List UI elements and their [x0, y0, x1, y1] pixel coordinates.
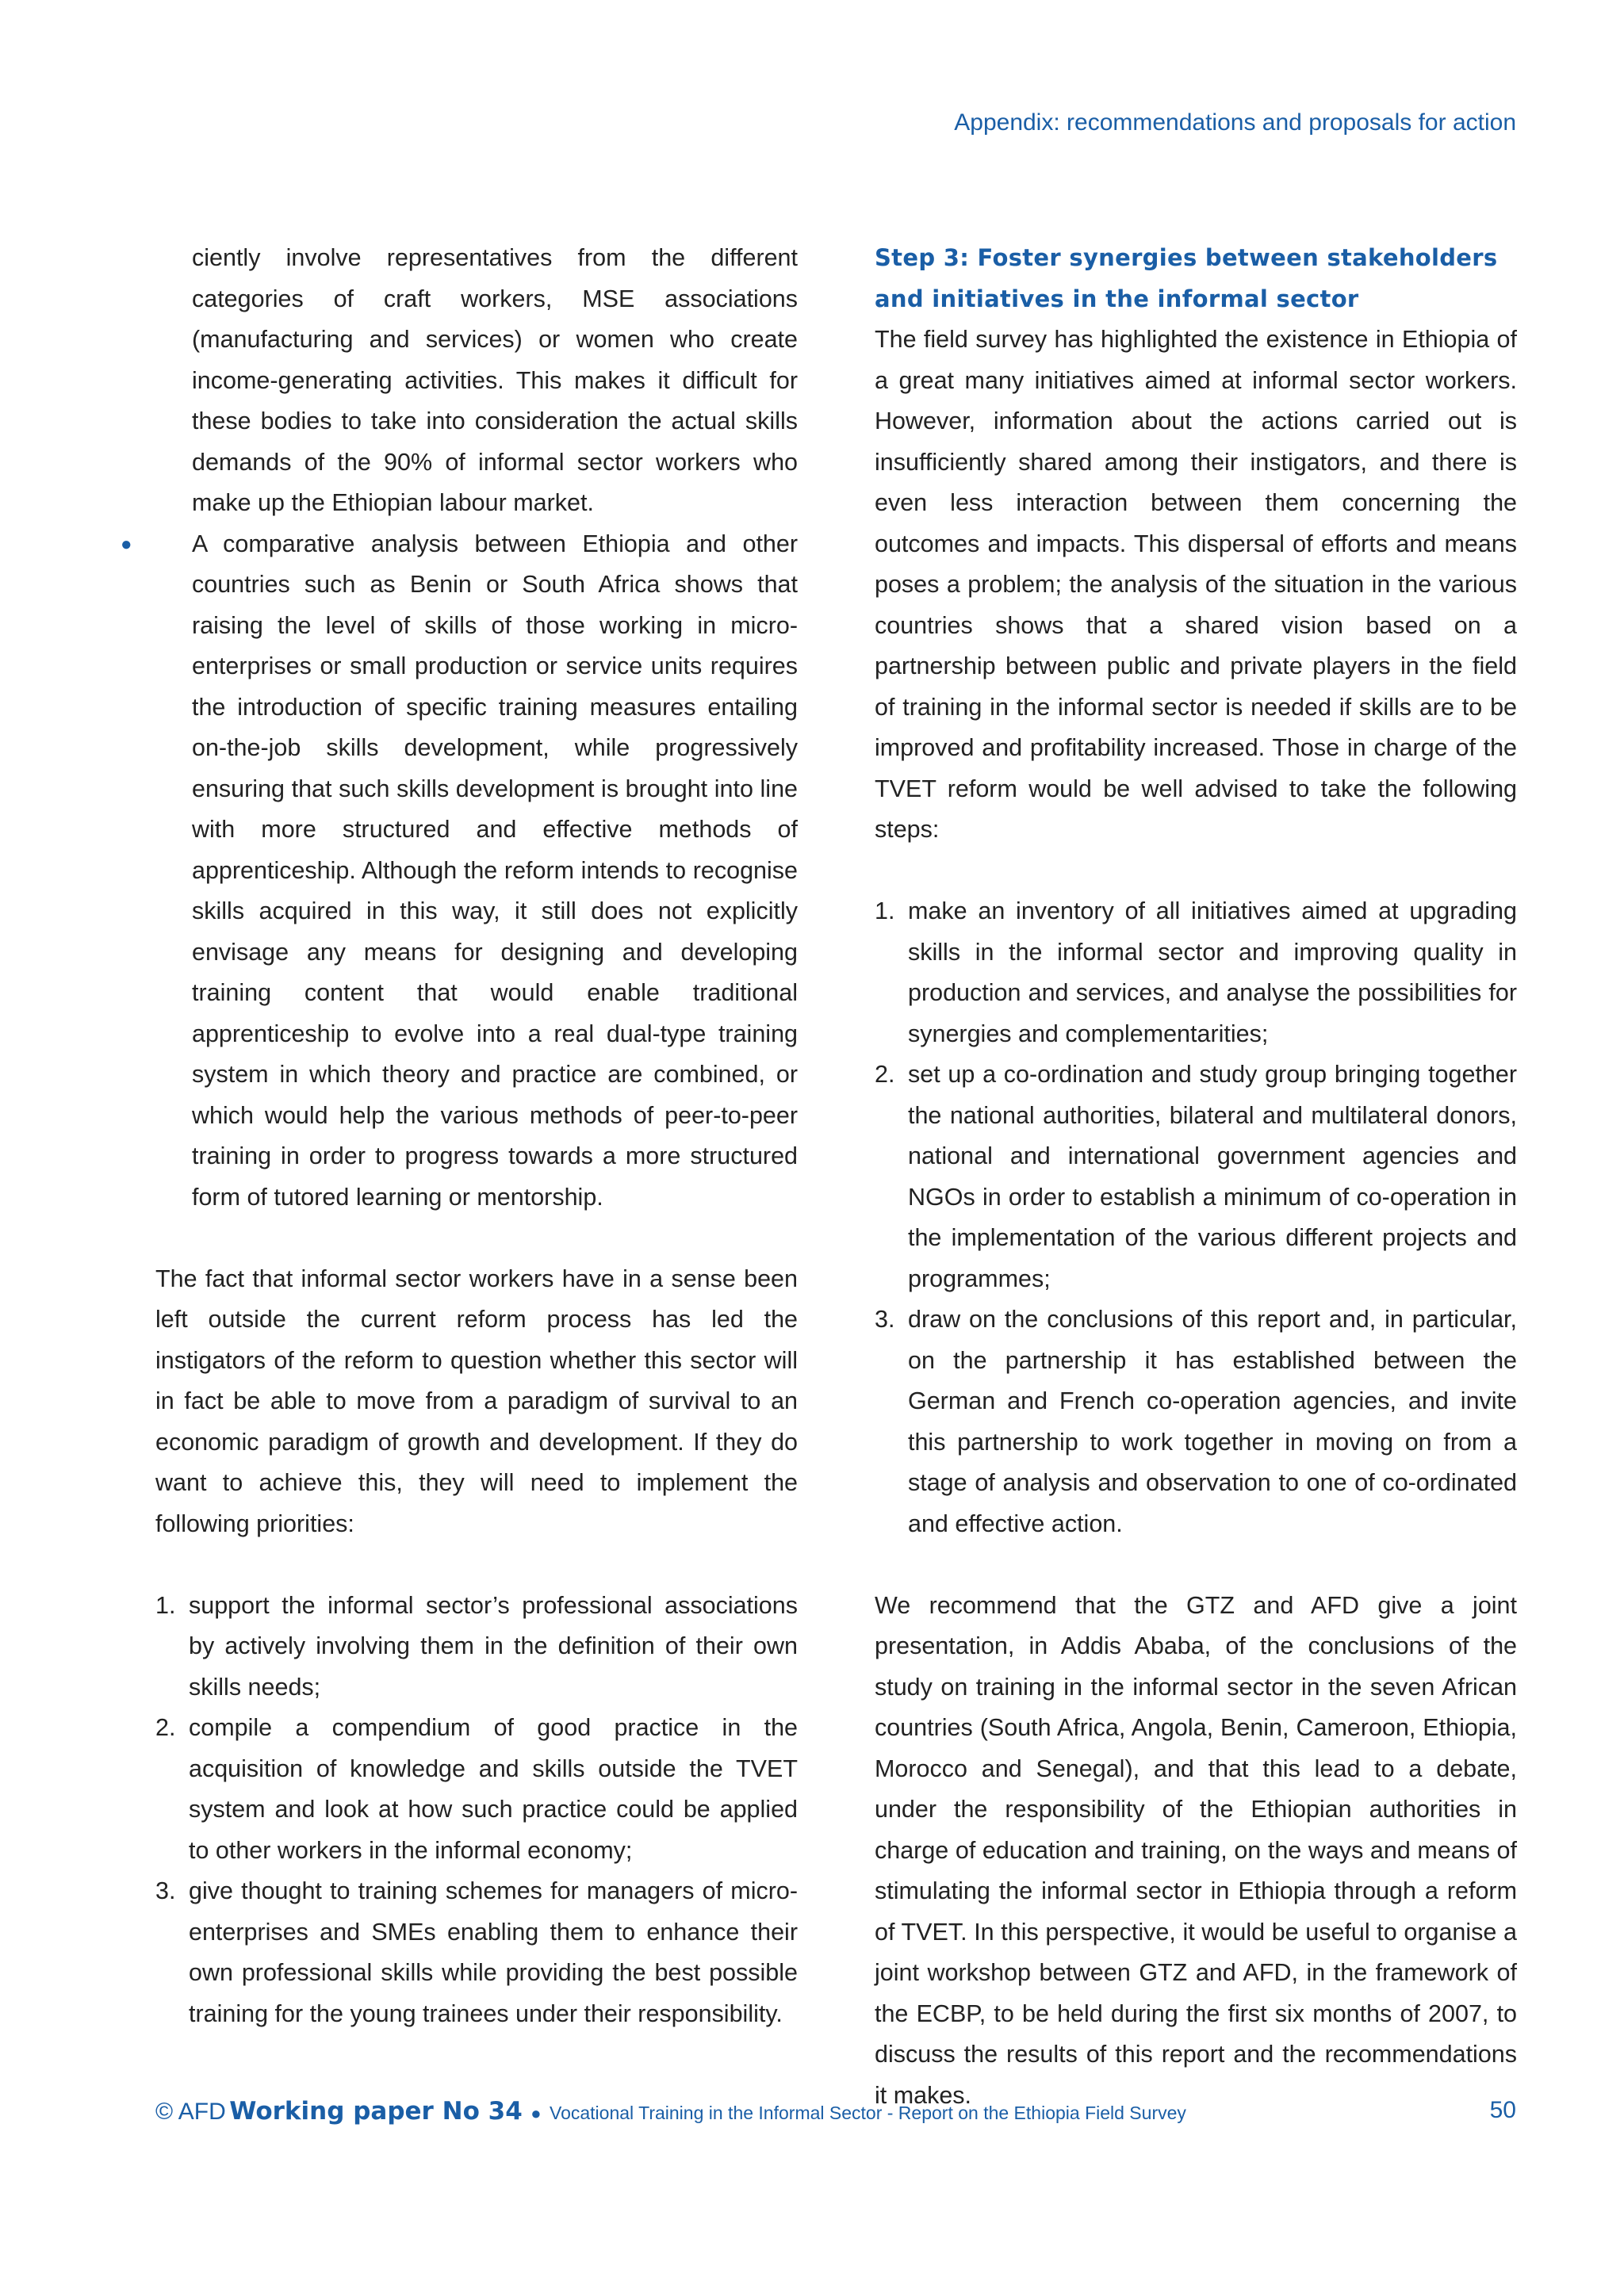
body-paragraph: The fact that informal sector workers have in a sense been left outside the current reform process has led the instigators of the reform to question whether this sector will in fact be able to move from a paradigm of survival to an economic paradigm of growth and development. If they do want to achieve this, they will need to implement the following priorities: — [155, 1265, 798, 1537]
left-column — [155, 238, 798, 2034]
intro-paragraph: The field survey has highlighted the existence in Ethiopia of a great many initiatives aimed at informal sector workers. However, information about the actions carried out is insufficiently shared among their instigators, and there is even less interaction between them concerning the outcomes and impacts. This dispersal of efforts and means poses a problem; the analysis of the situation in the various countries shows that a shared vision based on a partnership between public and private players in the field of training in the informal sector is needed if skills are to be improved and profitability increased. Those in charge of the TVET reform would be well advised to take the following steps: — [875, 326, 1517, 843]
list-number: 3. — [155, 1877, 176, 1904]
list-item — [875, 891, 1517, 1054]
list-item-text: support the informal sector’s professional associations by actively involving them in the definition of their own skills needs; — [189, 1591, 798, 1701]
list-item-text: draw on the conclusions of this report and, in particular, on the partnership it has established between the German and French co-operation agencies, and invite this partnership to work together in moving on from a stage of analysis and observation to one of co-ordinated and effective action. — [908, 1306, 1517, 1537]
right-column — [875, 238, 1517, 2116]
steps-list — [875, 891, 1517, 1544]
list-item — [155, 1708, 798, 1871]
list-number: 1. — [875, 897, 895, 924]
list-number: 3. — [875, 1306, 895, 1333]
page-footer — [155, 2097, 1516, 2126]
list-item-text: make an inventory of all initiatives aimed at upgrading skills in the informal sector and improving quality in production and services, and analyse the possibilities for synergies and complementarities; — [908, 897, 1517, 1047]
spacer — [155, 1218, 798, 1259]
list-number: 2. — [155, 1714, 176, 1741]
spacer — [875, 851, 1517, 892]
bullet-paragraph: ● A comparative analysis between Ethiopia and other countries such as Benin or South Africa shows that raising the level of skills of those working in micro-enterprises or small production or service units requires the introduction of specific training measures entailing on-the-job skills development, while progressively ensuring that such skills development is brought into line with more structured and effective methods of apprenticeship. Although the reform intends to recognise skills acquired in this way, it still does not explicitly envisage any means for designing and developing training content that would enable traditional apprenticeship to evolve into a real dual-type training system in which theory and practice are combined, or which would help the various methods of peer-to-peer training in order to progress towards a more structured form of tutored learning or mentorship. — [155, 524, 798, 1219]
list-item-text: compile a compendium of good practice in the acquisition of knowledge and skills outside the TVET system and look at how such practice could be applied to other workers in the informal economy; — [189, 1714, 798, 1864]
footer-subtitle: Vocational Training in the Informal Sector - Report on the Ethiopia Field Survey — [550, 2103, 1186, 2123]
footer-copyright: © AFD — [155, 2099, 226, 2125]
footer-separator: ● — [530, 2103, 542, 2123]
list-item — [875, 1054, 1517, 1299]
page-number: 50 — [1489, 2097, 1516, 2123]
list-item — [155, 1871, 798, 2034]
list-item — [155, 1586, 798, 1709]
list-number: 2. — [875, 1061, 895, 1088]
priorities-list — [155, 1586, 798, 2035]
list-item-text: set up a co-ordination and study group bringing together the national authorities, bilateral and multilateral donors, national and international government agencies and NGOs in order to establish a minimum of co-operation in the implementation of the various different projects and programmes; — [908, 1061, 1517, 1292]
list-number: 1. — [155, 1591, 176, 1619]
section-heading: Step 3: Foster synergies between stakeholders and initiatives in the informal sector — [875, 244, 1498, 312]
running-header: Appendix: recommendations and proposals for action — [954, 109, 1516, 136]
recommendation-paragraph: We recommend that the GTZ and AFD give a joint presentation, in Addis Ababa, of the conclusions of the study on training in the informal sector in the seven African countries (South Africa, Angola, Benin, Cameroon, Ethiopia, Morocco and Senegal), and that this lead to a debate, under the responsibility of the Ethiopian authorities in charge of education and training, on the ways and means of stimulating the informal sector in Ethiopia through a reform of TVET. In this perspective, it would be useful to organise a joint workshop between GTZ and AFD, in the framework of the ECBP, to be held during the first six months of 2007, to discuss the results of this report and the recommendations it makes. — [875, 1591, 1517, 2109]
list-item — [875, 1299, 1517, 1544]
footer-series: Working paper No 34 — [229, 2097, 523, 2126]
spacer — [155, 1544, 798, 1586]
continuation-text: ciently involve representatives from the different categories of craft workers, MSE associations (manufacturing and services) or women who create income-generating activities. This makes it difficult for these bodies to take into consideration the actual skills demands of the 90% of informal sector workers who make up the Ethiopian labour market. — [192, 244, 798, 516]
spacer — [875, 1544, 1517, 1586]
list-item-text: give thought to training schemes for managers of micro-enterprises and SMEs enabling them to enhance their own professional skills while providing the best possible training for the young trainees under their responsibility. — [189, 1877, 798, 2027]
